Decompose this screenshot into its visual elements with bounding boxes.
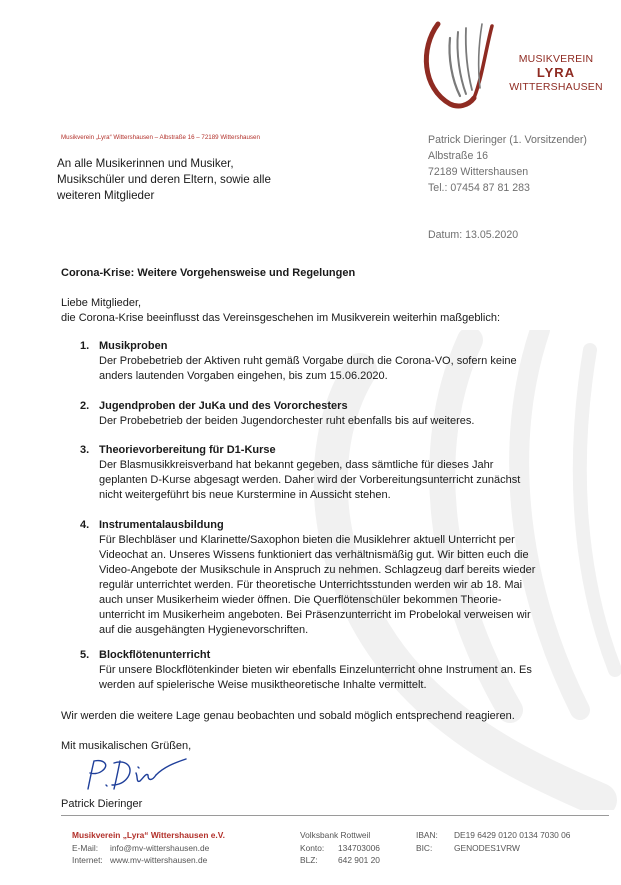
footer-konto-label: Konto: — [300, 842, 325, 853]
closing-line: Wir werden die weitere Lage genau beobachten und sobald möglich entsprechend reagieren. — [61, 710, 515, 722]
footer-divider — [61, 815, 609, 816]
letter-date: Datum: 13.05.2020 — [428, 229, 519, 241]
footer-iban-label: IBAN: — [416, 830, 438, 840]
letterhead-line-3: WITTERSHAUSEN — [509, 81, 603, 93]
sender-city: 72189 Wittershausen — [428, 166, 529, 178]
item-text: regulär unterrichtet werden. Für theoretische Unterrichtsstunden werden wir ab 18. Mai — [99, 579, 523, 591]
sender-phone: Tel.: 07454 87 81 283 — [428, 182, 530, 194]
item-text: Der Blasmusikkreisverband hat bekannt gegeben, dass sämtliche für dieses Jahr — [99, 459, 494, 471]
recipient-line: An alle Musikerinnen und Musiker, — [57, 157, 234, 170]
footer-blz-label: BLZ: — [300, 855, 318, 865]
item-text: Video-Angebote der Musikschule in Anspruch zu nehmen. Schlagzeug darf bereits wieder — [99, 564, 536, 576]
return-address: Musikverein „Lyra“ Wittershausen – Albstraße 16 – 72189 Wittershausen — [61, 134, 260, 141]
footer-bic-value: GENODES1VRW — [454, 842, 520, 853]
item-text: Für Blechbläser und Klarinette/Saxophon bieten die Musiklehrer aktuell Unterricht per — [99, 534, 515, 546]
footer-internet-label: Internet: — [72, 855, 103, 865]
item-text: Videochat an. Unseres Wissens funktioniert das verhältnismäßig gut. Wir bitten euch die — [99, 549, 529, 561]
footer-bic-label: BIC: — [416, 842, 433, 853]
regards-line: Mit musikalischen Grüßen, — [61, 740, 192, 752]
item-text: auf die ausgehängten Hygienevorschriften. — [99, 624, 309, 636]
footer-website-link[interactable]: www.mv-wittershausen.de — [110, 855, 208, 865]
item-number: 2. — [80, 400, 90, 412]
item-number: 5. — [80, 649, 90, 661]
recipient-line: Musikschüler und deren Eltern, sowie alle — [57, 173, 271, 186]
item-number: 3. — [80, 444, 90, 456]
item-text: werden auf spielerische Weise musiktheoretische Inhalte vermittelt. — [99, 679, 427, 691]
sender-name: Patrick Dieringer (1. Vorsitzender) — [428, 134, 587, 146]
item-title: Theorievorbereitung für D1-Kurse — [99, 444, 276, 456]
item-text: unterricht im Musikerheim angeboten. Bei Präsenzunterricht im Probelokal verweisen wir — [99, 609, 531, 621]
footer-org-name: Musikverein „Lyra“ Wittershausen e.V. — [72, 830, 225, 840]
item-title: Instrumentalausbildung — [99, 519, 224, 531]
item-title: Musikproben — [99, 340, 168, 352]
item-title: Jugendproben der JuKa und des Vororchesters — [99, 400, 348, 412]
footer-bank — [300, 829, 380, 867]
signer-name: Patrick Dieringer — [61, 798, 143, 810]
sender-street: Albstraße 16 — [428, 150, 489, 162]
item-text: Der Probebetrieb der beiden Jugendorchester ruht ebenfalls bis auf weiteres. — [99, 415, 475, 427]
signature-image — [78, 755, 198, 795]
greeting: Liebe Mitglieder, — [61, 297, 142, 309]
footer-contact — [72, 829, 225, 867]
item-text: Der Probebetrieb der Aktiven ruht gemäß Vorgabe durch die Corona-VO, sofern keine — [99, 355, 517, 367]
letterhead-line-2: LYRA — [536, 65, 576, 80]
letterhead-line-1: MUSIKVEREIN — [518, 53, 594, 65]
footer-konto-value: 134703006 — [338, 842, 380, 853]
letter-subject: Corona-Krise: Weitere Vorgehensweise und Regelungen — [61, 267, 356, 279]
footer-email-link[interactable]: info@mv-wittershausen.de — [110, 842, 210, 853]
item-number: 1. — [80, 340, 90, 352]
item-text: anders lautenden Vorgaben eingehen, bis zum 15.06.2020. — [99, 370, 388, 382]
footer-bank-name: Volksbank Rottweil — [300, 830, 371, 840]
recipient-line: weiteren Mitglieder — [57, 189, 155, 202]
footer-blz-value: 642 901 20 — [338, 855, 380, 865]
item-text: nicht weitergeführt bis neue Kurstermine in Aussicht stehen. — [99, 489, 391, 501]
intro-line: die Corona-Krise beeinflusst das Vereinsgeschehen im Musikverein weiterhin maßgeblich: — [61, 312, 500, 324]
item-text: geplanten D-Kurse abgesagt werden. Daher wird der Vorbereitungsunterricht zunächst — [99, 474, 521, 486]
footer-iban — [416, 829, 570, 854]
item-title: Blockflötenunterricht — [99, 649, 211, 661]
item-text: auch unser Musikerheim wieder öffnen. Die Querflötenschüler bekommen Theorie- — [99, 594, 502, 606]
footer-iban-value: DE19 6429 0120 0134 7030 06 — [454, 830, 571, 840]
item-text: Für unsere Blockflötenkinder bieten wir ebenfalls Einzelunterricht ohne Instrument an. Es — [99, 664, 532, 676]
footer-email-label: E-Mail: — [72, 842, 99, 853]
item-number: 4. — [80, 519, 90, 531]
